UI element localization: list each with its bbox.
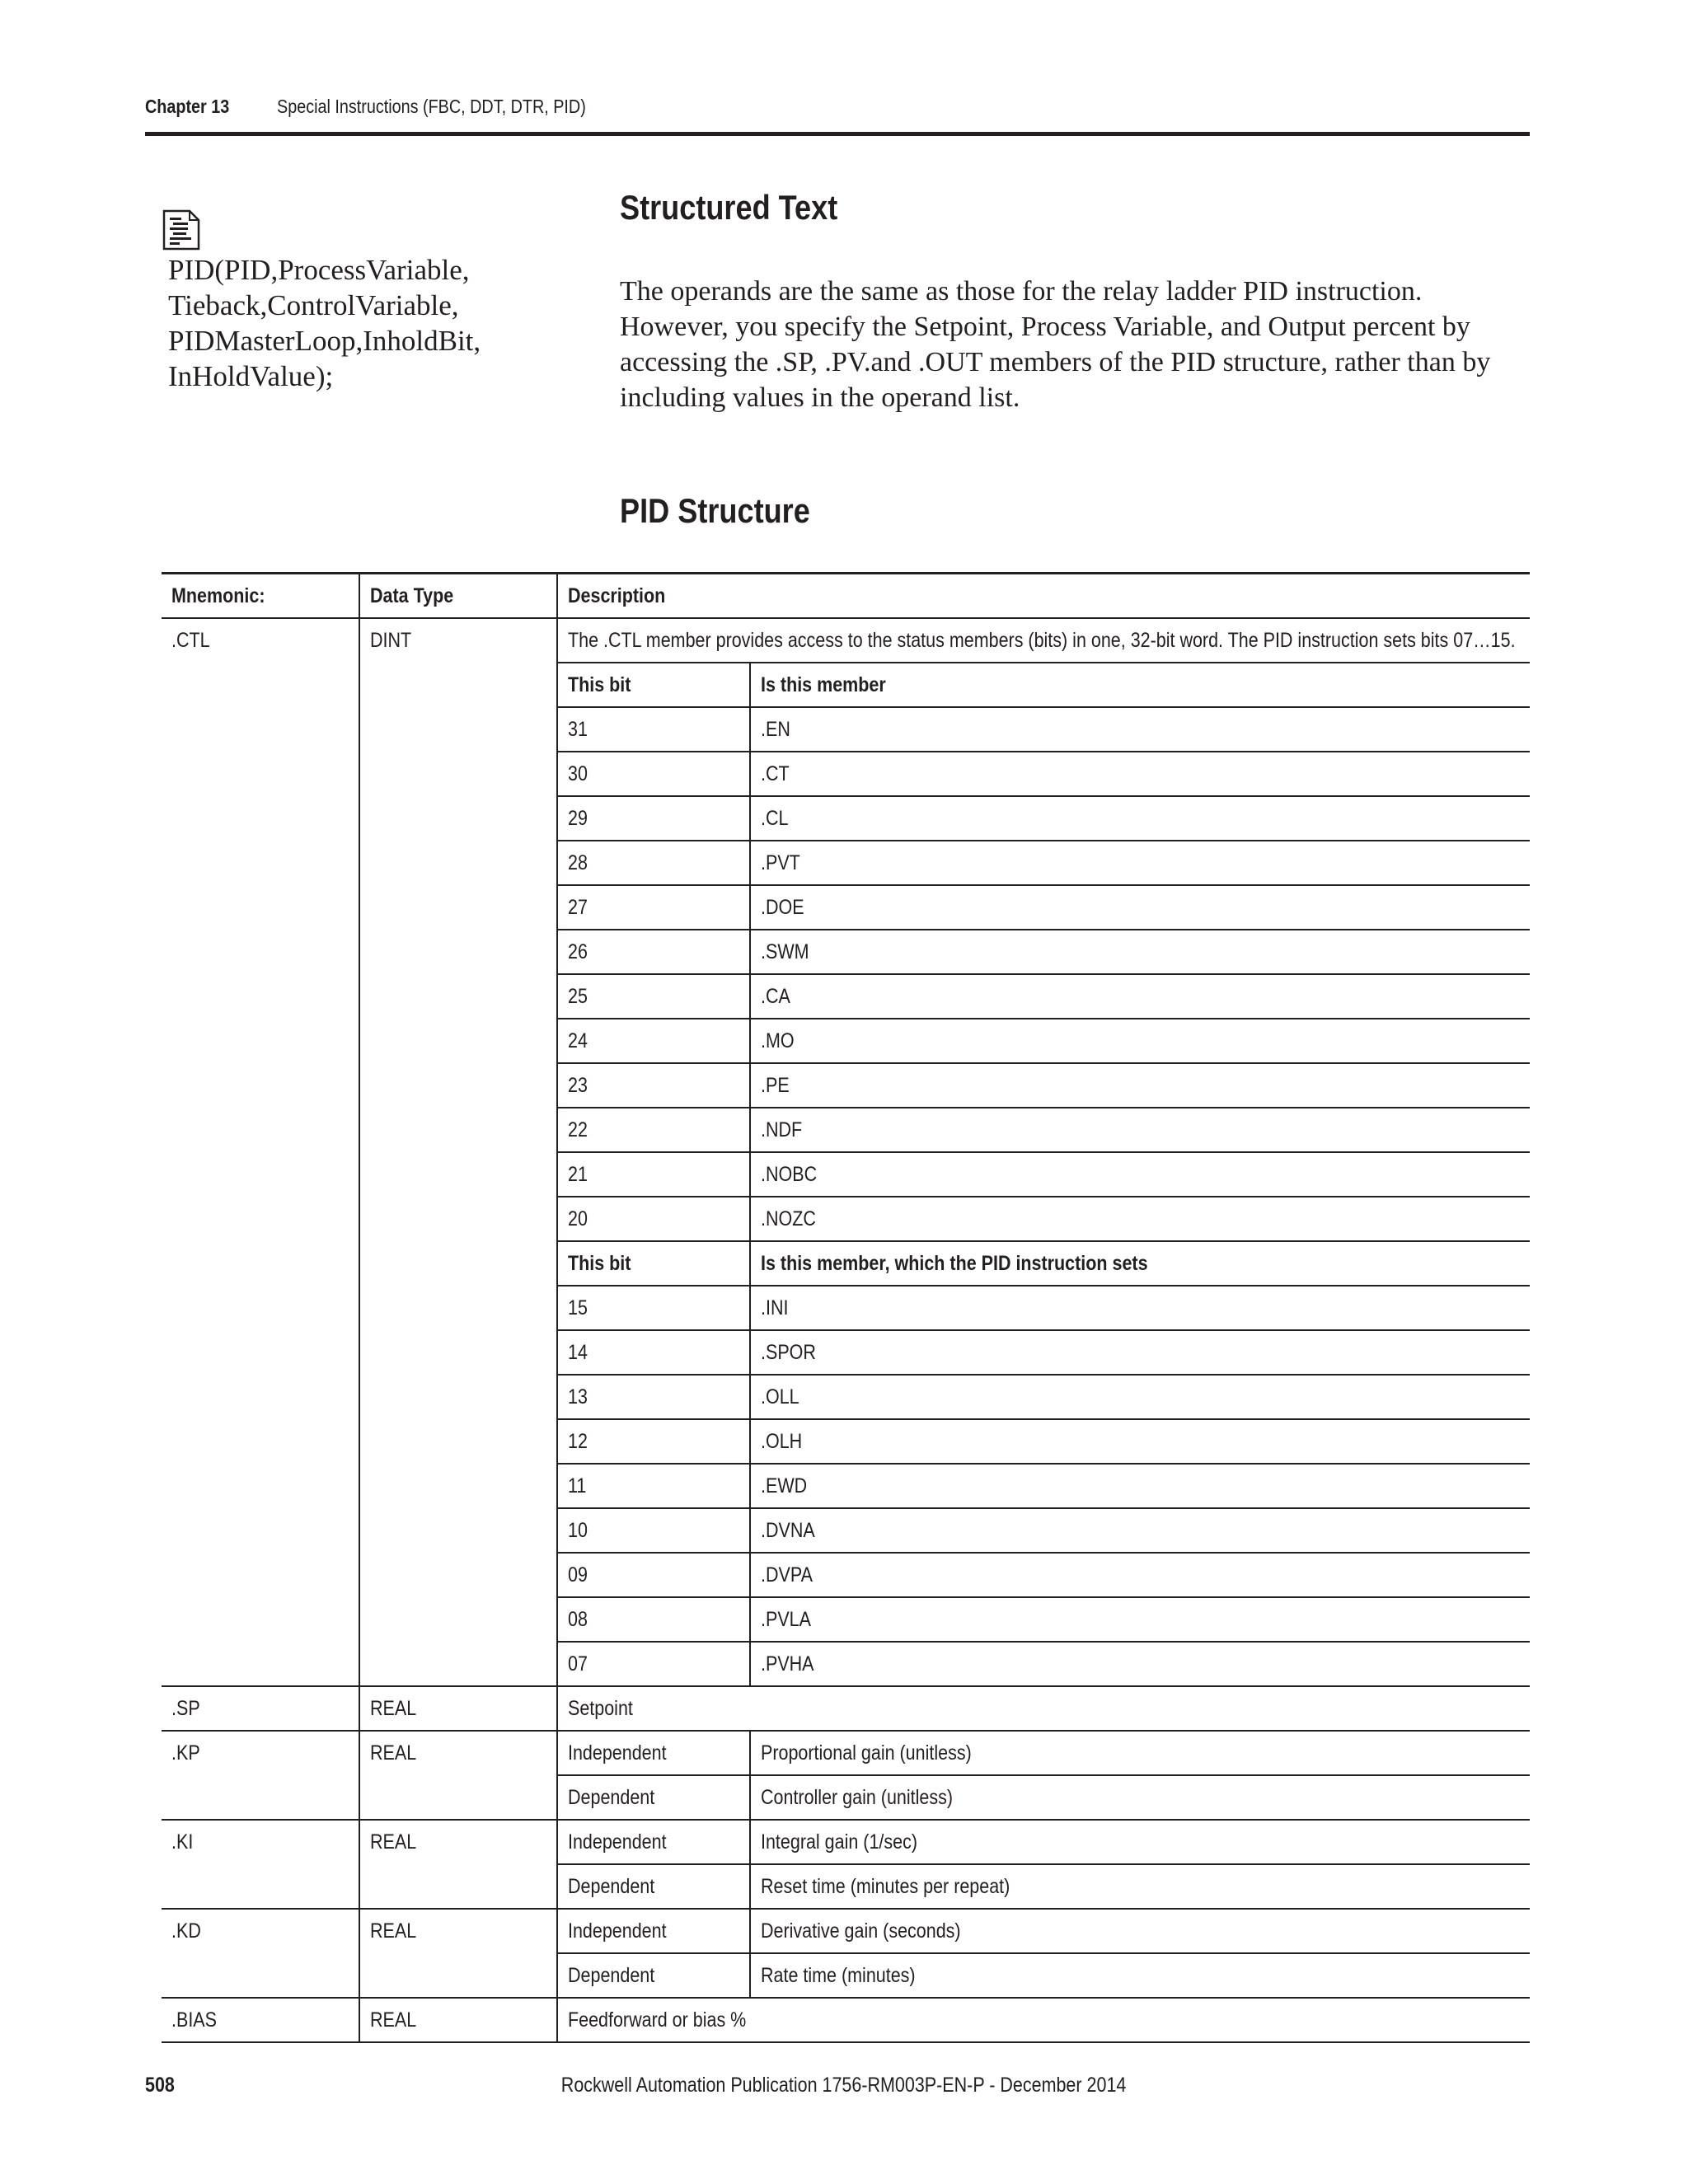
description-cell: Setpoint bbox=[557, 1686, 1530, 1731]
bit-row: 12 .OLH bbox=[162, 1419, 1530, 1464]
column-header: Mnemonic: bbox=[162, 574, 359, 619]
bit-row: 28 .PVT bbox=[162, 841, 1530, 885]
bit-row: 27 .DOE bbox=[162, 885, 1530, 930]
table-row: .KD REAL Independent Derivative gain (seconds) bbox=[162, 1909, 1530, 1953]
bit-row: 23 .PE bbox=[162, 1063, 1530, 1108]
bit-row: 30 .CT bbox=[162, 752, 1530, 796]
publication-text: Rockwell Automation Publication 1756-RM003P-EN-P - December 2014 bbox=[561, 2074, 1127, 2097]
table-row: Dependent Rate time (minutes) bbox=[162, 1953, 1530, 1998]
sub-header-row: This bit Is this member bbox=[162, 663, 1530, 707]
page-header bbox=[145, 92, 1530, 134]
data-type-cell: REAL bbox=[359, 1909, 557, 1998]
table-row: .KI REAL Independent Integral gain (1/sec) bbox=[162, 1820, 1530, 1864]
bit-row: 13 .OLL bbox=[162, 1375, 1530, 1419]
bit-row: 29 .CL bbox=[162, 796, 1530, 841]
mnemonic-cell: .KP bbox=[162, 1731, 359, 1820]
bit-row: 14 .SPOR bbox=[162, 1330, 1530, 1375]
pid-structure-heading: PID Structure bbox=[620, 491, 810, 530]
data-type-cell: DINT bbox=[359, 618, 557, 1686]
chapter-label: Chapter 13 bbox=[145, 96, 230, 117]
bit-row: 22 .NDF bbox=[162, 1108, 1530, 1152]
mnemonic-cell: .BIAS bbox=[162, 1998, 359, 2042]
bit-row: 21 .NOBC bbox=[162, 1152, 1530, 1197]
data-type-cell: REAL bbox=[359, 1998, 557, 2042]
header-rule bbox=[145, 132, 1530, 136]
mnemonic-cell: .KD bbox=[162, 1909, 359, 1998]
bit-row: 08 .PVLA bbox=[162, 1597, 1530, 1642]
bit-row: 07 .PVHA bbox=[162, 1642, 1530, 1686]
bit-row: 10 .DVNA bbox=[162, 1508, 1530, 1553]
table-row bbox=[162, 1686, 1530, 1731]
syntax-text: PID(PID,ProcessVariable, Tieback,ControlVariable, PIDMasterLoop,InholdBit, InHoldValue); bbox=[168, 254, 481, 392]
mnemonic-cell: .KI bbox=[162, 1820, 359, 1909]
description-cell: Feedforward or bias % bbox=[557, 1998, 1530, 2042]
bit-row: 31 .EN bbox=[162, 707, 1530, 752]
mnemonic-cell: .SP bbox=[162, 1686, 359, 1731]
description-cell: The .CTL member provides access to the status members (bits) in one, 32-bit word. The PID instruction sets bits 07…15. bbox=[557, 618, 1530, 663]
column-header: Description bbox=[557, 574, 1530, 619]
column-header: Data Type bbox=[359, 574, 557, 619]
data-type-cell: REAL bbox=[359, 1820, 557, 1909]
structured-text-heading: Structured Text bbox=[620, 188, 838, 227]
mnemonic-cell: .CTL bbox=[162, 618, 359, 1686]
bit-row: 09 .DVPA bbox=[162, 1553, 1530, 1597]
publication-footer bbox=[0, 2074, 1688, 2097]
bit-row: 26 .SWM bbox=[162, 930, 1530, 974]
table-row bbox=[162, 618, 1530, 663]
structured-text-body: The operands are the same as those for the relay ladder PID instruction. However, you specify the Setpoint, Process Variable, and Output percent by accessing the .SP, .PV.and .OUT members of the PID structure, rather than by including values in the operand list. bbox=[620, 276, 1491, 413]
pid-structure-table bbox=[162, 572, 1530, 2043]
data-type-cell: REAL bbox=[359, 1686, 557, 1731]
bit-row: 15 .INI bbox=[162, 1286, 1530, 1330]
structured-text-syntax bbox=[168, 252, 597, 394]
chapter-title: Special Instructions (FBC, DDT, DTR, PID) bbox=[277, 96, 586, 117]
bit-row: 25 .CA bbox=[162, 974, 1530, 1019]
page-number: 508 bbox=[145, 2074, 175, 2097]
sub-header-row: This bit Is this member, which the PID instruction sets bbox=[162, 1241, 1530, 1286]
structured-text-document-icon bbox=[162, 209, 201, 251]
data-type-cell: REAL bbox=[359, 1731, 557, 1820]
table-row: Dependent Controller gain (unitless) bbox=[162, 1775, 1530, 1820]
bit-row: 11 .EWD bbox=[162, 1464, 1530, 1508]
table-row bbox=[162, 1998, 1530, 2042]
table-header-row bbox=[162, 574, 1530, 619]
bit-row: 24 .MO bbox=[162, 1019, 1530, 1063]
table-row: .KP REAL Independent Proportional gain (unitless) bbox=[162, 1731, 1530, 1775]
bit-row: 20 .NOZC bbox=[162, 1197, 1530, 1241]
table-row: Dependent Reset time (minutes per repeat) bbox=[162, 1864, 1530, 1909]
